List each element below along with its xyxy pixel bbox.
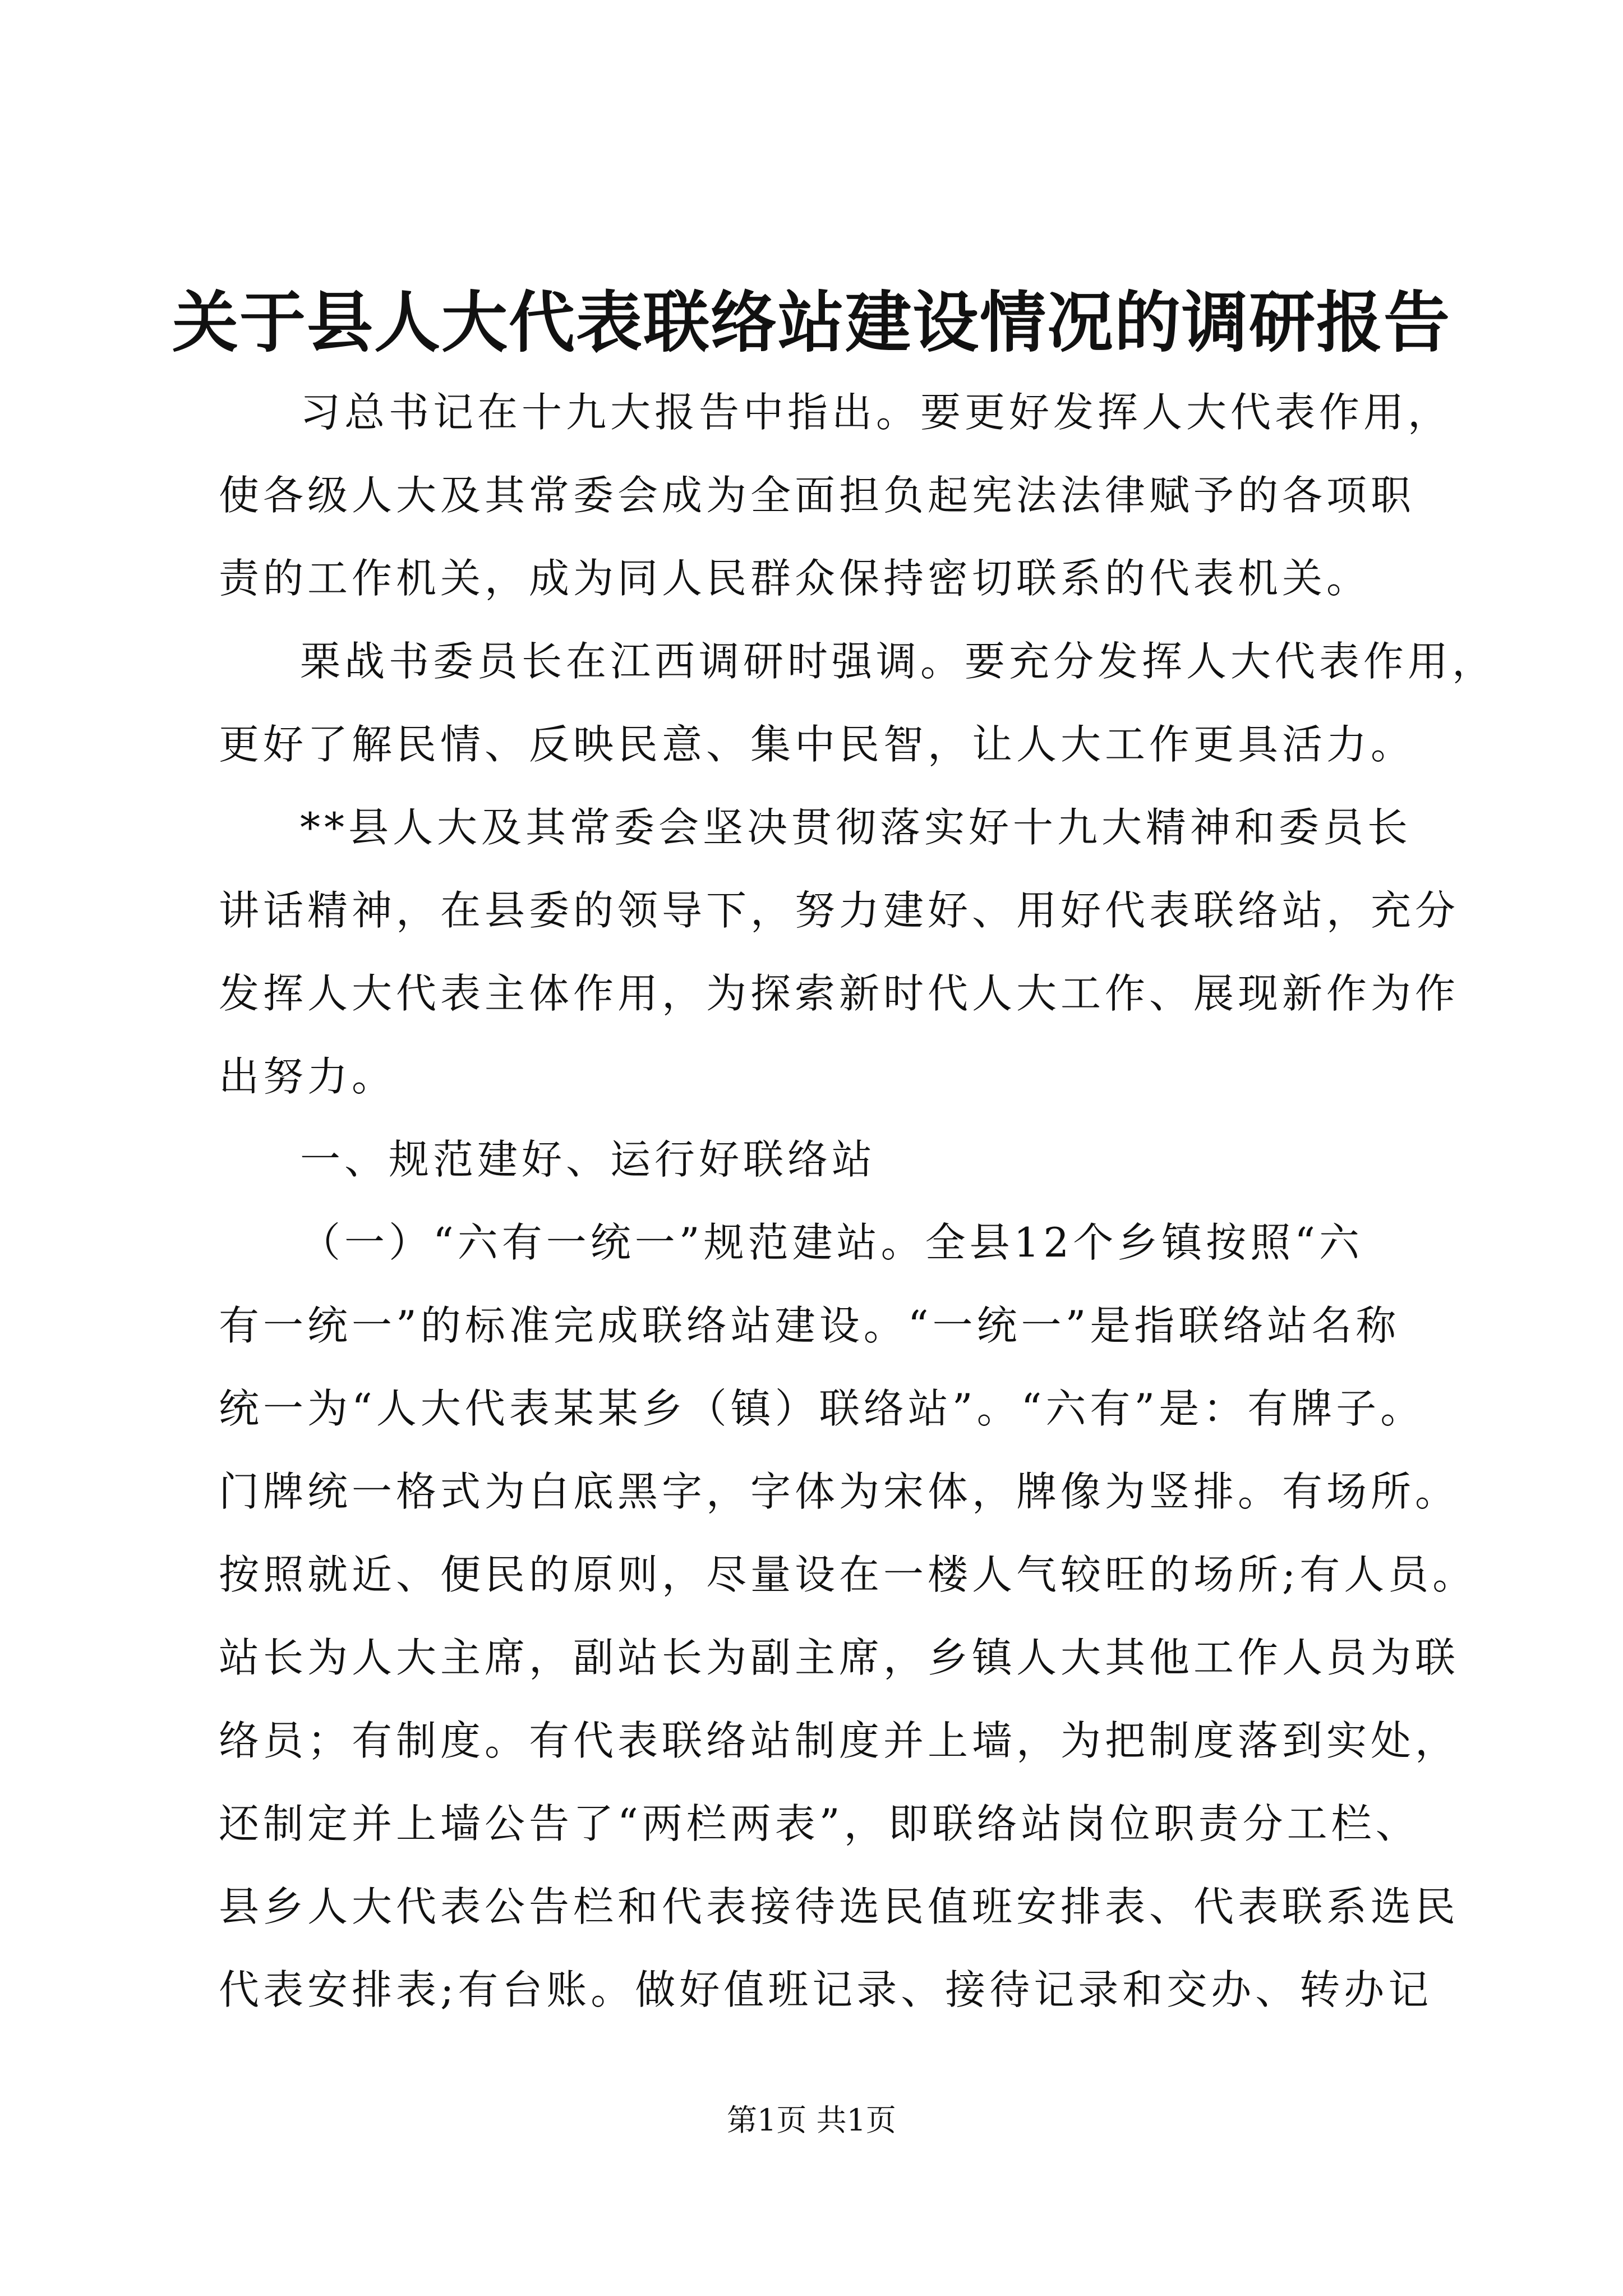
paragraph-line: 使各级人大及其常委会成为全面担负起宪法法律赋予的各项职 (219, 472, 1415, 519)
paragraph-line: 按照就近、便民的原则，尽量设在一楼人气较旺的场所;有人员。 (219, 1551, 1477, 1598)
paragraph-line: 门牌统一格式为白底黑字，字体为宋体，牌像为竖排。有场所。 (219, 1468, 1460, 1515)
paragraph-line: （一）“六有一统一”规范建站。全县12个乡镇按照“六 (300, 1219, 1364, 1266)
paragraph-line: 出努力。 (219, 1053, 396, 1100)
paragraph-line: 还制定并上墙公告了“两栏两表”，即联络站岗位职责分工栏、 (219, 1800, 1420, 1847)
paragraph-line: 县乡人大代表公告栏和代表接待选民值班安排表、代表联系选民 (219, 1883, 1460, 1930)
section-heading: 一、规范建好、运行好联络站 (300, 1136, 877, 1183)
paragraph-line: 栗战书委员长在江西调研时强调。要充分发挥人大代表作用， (300, 638, 1497, 685)
paragraph-line: 讲话精神，在县委的领导下，努力建好、用好代表联络站，充分 (219, 887, 1460, 934)
paragraph-line: 代表安排表;有台账。做好值班记录、接待记录和交办、转办记 (219, 1966, 1433, 2013)
paragraph-line: 络员；有制度。有代表联络站制度并上墙，为把制度落到实处， (219, 1717, 1460, 1764)
paragraph-line: **县人大及其常委会坚决贯彻落实好十九大精神和委员长 (300, 804, 1412, 851)
paragraph-line: 有一统一”的标准完成联络站建设。“一统一”是指联络站名称 (219, 1302, 1400, 1349)
paragraph-line: 更好了解民情、反映民意、集中民智，让人大工作更具活力。 (219, 721, 1415, 768)
page-footer: 第1页 共1页 (727, 2102, 896, 2138)
paragraph-line: 统一为“人大代表某某乡（镇）联络站”。“六有”是：有牌子。 (219, 1385, 1425, 1432)
paragraph-line: 发挥人大代表主体作用，为探索新时代人大工作、展现新作为作 (219, 970, 1460, 1017)
paragraph-line: 责的工作机关，成为同人民群众保持密切联系的代表机关。 (219, 555, 1371, 602)
paragraph-line: 习总书记在十九大报告中指出。要更好发挥人大代表作用， (300, 389, 1453, 436)
paragraph-line: 站长为人大主席，副站长为副主席，乡镇人大其他工作人员为联 (219, 1634, 1460, 1681)
document-title: 关于县人大代表联络站建设情况的调研报告 (172, 283, 1451, 361)
